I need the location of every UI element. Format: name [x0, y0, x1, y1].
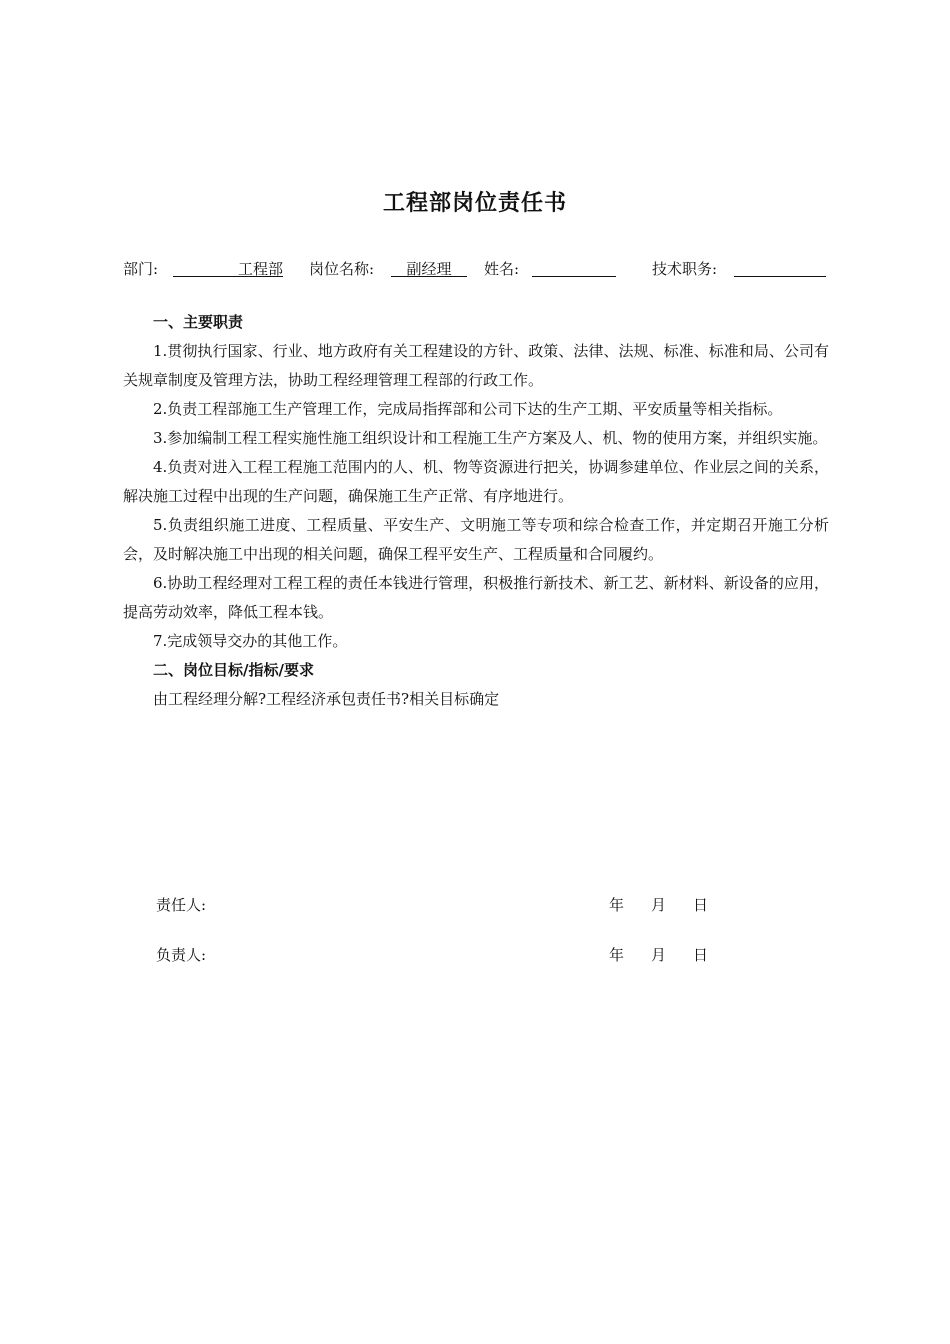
duty-item: 2.负责工程部施工生产管理工作，完成局指挥部和公司下达的生产工期、平安质量等相关指标。	[153, 400, 783, 418]
day-label: 日	[693, 896, 709, 914]
responsible-signature-row	[156, 894, 716, 916]
supervisor-signature-row	[156, 944, 716, 966]
position-value: 副经理	[391, 258, 467, 277]
department-label: 部门:	[123, 260, 159, 278]
month-label: 月	[651, 896, 667, 914]
duty-item: 6.协助工程经理对工程工程的责任本钱进行管理，积极推行新技术、新工艺、新材料、新设备的应用，提高劳动效率，降低工程本钱。	[123, 574, 829, 621]
duty-item: 4.负责对进入工程工程施工范围内的人、机、物等资源进行把关，协调参建单位、作业层之间的关系，解决施工过程中出现的生产问题，确保施工生产正常、有序地进行。	[123, 458, 829, 505]
day-label: 日	[693, 946, 709, 964]
name-label: 姓名:	[484, 260, 520, 278]
info-row	[123, 256, 829, 280]
document-body	[123, 308, 829, 714]
tech-title-label: 技术职务:	[652, 260, 718, 278]
section-heading: 一、主要职责	[153, 313, 244, 331]
year-label: 年	[609, 896, 625, 914]
target-text: 由工程经理分解?工程经济承包责任书?相关目标确定	[153, 690, 500, 708]
month-label: 月	[651, 946, 667, 964]
duty-item: 1.贯彻执行国家、行业、地方政府有关工程建设的方针、政策、法律、法规、标准、标准和局、公司有关规章制度及管理方法，协助工程经理管理工程部的行政工作。	[123, 342, 829, 389]
position-label: 岗位名称:	[309, 260, 375, 278]
year-label: 年	[609, 946, 625, 964]
department-value: 工程部	[173, 258, 283, 277]
duty-item: 3.参加编制工程工程实施性施工组织设计和工程施工生产方案及人、机、物的使用方案，并组织实施。	[153, 429, 828, 447]
tech-title-value	[734, 258, 826, 277]
duty-item: 5.负责组织施工进度、工程质量、平安生产、文明施工等专项和综合检查工作，并定期召开施工分析会，及时解决施工中出现的相关问题，确保工程平安生产、工程质量和合同履约。	[123, 516, 829, 563]
responsible-label: 责任人:	[156, 896, 207, 914]
duty-item: 7.完成领导交办的其他工作。	[153, 632, 348, 650]
document-title: 工程部岗位责任书	[382, 191, 567, 216]
name-value	[532, 258, 616, 277]
section-heading: 二、岗位目标/指标/要求	[153, 661, 314, 679]
supervisor-label: 负责人:	[156, 946, 207, 964]
